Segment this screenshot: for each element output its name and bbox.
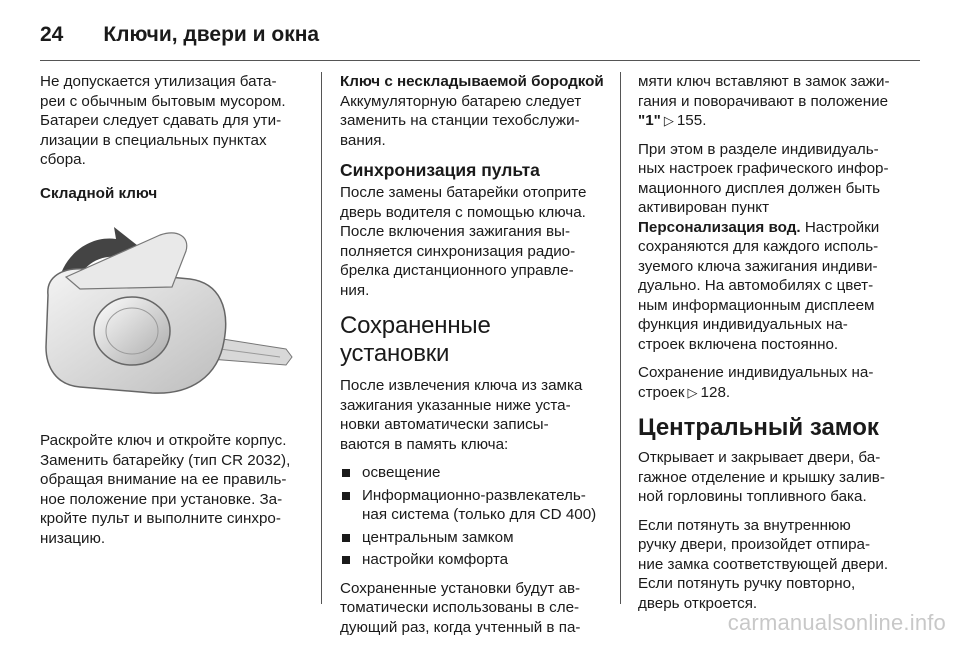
column-1 [40,72,306,557]
column-divider [321,72,322,604]
folding-key-heading: Складной ключ [40,184,158,202]
door-handle-text: Если потянуть за внутреннюю ручку двери, произойдет отпира- ние замка соответствующей двери. Если потянуть ручку повторно, дверь откроется. [638,516,889,612]
fixed-key-text: Аккумуляторную батарею следует заменить на станции техобслужи- вания. [340,92,582,149]
page-number: 24 [40,23,64,46]
save-personal-settings-text: Сохранение индивидуальных на- строек ▷ 128. [638,364,874,401]
column-3 [638,72,908,622]
page-header [40,16,920,54]
page-ref-icon: ▷ [687,384,698,400]
page-ref-link[interactable]: 128. [700,383,731,401]
personalization-menu-item: Персонализация вод. [638,218,801,236]
saved-settings-list [340,463,606,570]
key-battery-illustration [40,217,302,417]
sync-text: После замены батарейки отоприте дверь водителя с помощью ключа. После включения зажигания вы- полняется синхронизация радио- брелка дистанционного управле- ния. [340,184,587,299]
column-2 [340,72,606,646]
list-item: центральным замком [340,528,606,548]
page-ref-icon: ▷ [663,113,674,128]
ignition-position: "1" [638,112,661,129]
fixed-key-heading: Ключ с нескладываемой бородкой [340,73,604,90]
list-item: Информационно-развлекатель- ная система (только для CD 400) [340,486,606,525]
saved-settings-usage: Сохраненные установки будут ав- томатически использованы в сле- дующий раз, когда учтенный в па- [340,579,581,636]
folding-key-instructions: Раскройте ключ и откройте корпус. Заменить батарейку (тип CR 2032), обращая внимание на ее правиль- ное положение при установке. За- кройте пульт и выполните синхро- низацию. [40,432,291,547]
personalization-text: При этом в разделе индивидуаль- ных настроек графического инфор- мационного дисплея должен быть активирован пункт Персонализация вод. Настройки сохраняются для каждого исполь- зуемого ключа зажигания индиви- дуально. На автомобилях с цвет- ным информационным дисплеем функция индивидуальных на- строек включена постоянно. [638,140,889,353]
battery-disposal-text: Не допускается утилизация бата- реи с обычным бытовым мусором. Батареи следует сдавать для ути- лизации в специальных пунктах сбора. [40,73,286,168]
central-lock-heading: Центральный замок [638,414,879,441]
saved-settings-continued: мяти ключ вставляют в замок зажи- гания и поворачивают в положение "1" ▷ 155. [638,73,890,129]
header-divider [40,60,920,61]
list-item: настройки комфорта [340,550,606,570]
saved-settings-heading: Сохраненные установки [340,312,491,367]
saved-settings-intro: После извлечения ключа из замка зажигания указанные ниже уста- новки автоматически записы- ваются в память ключа: [340,377,583,453]
watermark: carmanualsonline.info [727,610,946,635]
key-battery-icon [40,217,302,417]
page-ref-link[interactable]: 155. [676,112,707,129]
page-title: Ключи, двери и окна [103,23,320,46]
list-item: освещение [340,463,606,483]
column-divider [620,72,621,604]
central-lock-text: Открывает и закрывает двери, ба- гажное отделение и крышку залив- ной горловины топливного бака. [638,449,885,505]
sync-heading: Синхронизация пульта [340,160,540,180]
